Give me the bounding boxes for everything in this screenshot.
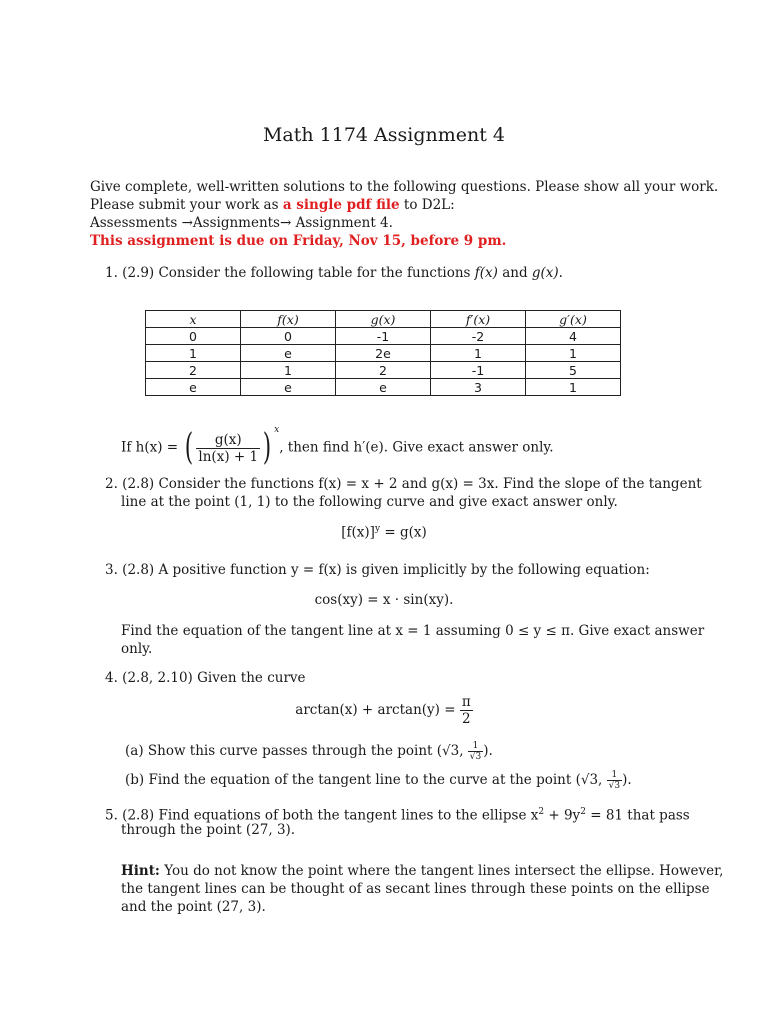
q2-eq-exp: y	[374, 524, 381, 534]
q4-part-a	[125, 740, 493, 764]
q4-b-end: ).	[622, 772, 632, 788]
table-row	[146, 362, 621, 379]
table-cell: 1	[146, 345, 241, 362]
q4-a-end: ).	[483, 743, 493, 759]
q4-a-fraction	[468, 741, 483, 762]
table-cell: 1	[526, 345, 621, 362]
q5-line-1-pre: 5. (2.8) Find equations of both the tangent lines to the ellipse x	[105, 807, 539, 824]
q4-a-num: 1	[468, 741, 483, 752]
intro-line-1: Give complete, well-written solutions to the following questions. Please show all your work.	[90, 179, 719, 195]
q1-fx: f(x)	[474, 265, 498, 281]
table-cell: 1	[241, 362, 336, 379]
table-row	[146, 328, 621, 345]
submission-path: Assessments →Assignments→ Assignment 4.	[90, 215, 393, 231]
table-cell: 0	[146, 328, 241, 345]
q4-line-1: 4. (2.8, 2.10) Given the curve	[105, 670, 306, 686]
q1-exponent: x	[274, 425, 280, 435]
q1-frac-num: g(x)	[196, 432, 260, 449]
function-values-table	[145, 310, 621, 396]
right-paren: )	[262, 427, 272, 468]
q2-equation	[0, 524, 768, 541]
table-cell: e	[241, 379, 336, 396]
table-cell: 2	[146, 362, 241, 379]
table-cell: 1	[526, 379, 621, 396]
table-row	[146, 345, 621, 362]
q4-eq-den: 2	[461, 711, 471, 727]
q1-h-definition	[121, 422, 554, 470]
q3-line-1: 3. (2.8) A positive function y = f(x) is given implicitly by the following equation:	[105, 562, 650, 578]
table-cell: -2	[431, 328, 526, 345]
left-paren: (	[185, 427, 194, 468]
table-cell: 4	[526, 328, 621, 345]
table-cell: 5	[526, 362, 621, 379]
q5-sq-2: 2	[580, 807, 586, 817]
table-cell: -1	[431, 362, 526, 379]
hint-text-1: You do not know the point where the tangent lines intersect the ellipse. However,	[159, 863, 724, 879]
q3-equation: cos(xy) = x · sin(xy).	[314, 592, 454, 608]
q4-equation	[0, 694, 768, 727]
q4-eq-num: π	[461, 694, 471, 710]
page-title: Math 1174 Assignment 4	[262, 124, 506, 146]
table-header: x	[146, 311, 241, 328]
q1-frac-den: ln(x) + 1	[198, 448, 259, 465]
q4-b-den: √3	[608, 781, 621, 791]
table-header-row	[146, 311, 621, 328]
table-header: f(x)	[241, 311, 336, 328]
q2-line-2: line at the point (1, 1) to the following curve and give exact answer only.	[121, 494, 618, 510]
q5-line-1-mid: + 9y	[544, 807, 581, 824]
table-header: g(x)	[336, 311, 431, 328]
q3-line-2: Find the equation of the tangent line at x = 1 assuming 0 ≤ y ≤ π. Give exact answer	[121, 623, 705, 639]
table-cell: e	[241, 345, 336, 362]
q5-hint-line-3: and the point (27, 3).	[121, 899, 266, 915]
q4-b-fraction	[607, 770, 622, 791]
q1-fraction	[196, 432, 260, 465]
table-cell: e	[336, 379, 431, 396]
q5-line-2: through the point (27, 3).	[121, 822, 296, 838]
q4-eq-fraction	[460, 694, 473, 727]
table-header: f′(x)	[431, 311, 526, 328]
table-cell: 3	[431, 379, 526, 396]
q1-suffix: .	[558, 265, 563, 281]
q1-gx: g(x)	[531, 265, 559, 281]
q2-line-1: 2. (2.8) Consider the functions f(x) = x + 2 and g(x) = 3x. Find the slope of the tangent	[105, 476, 702, 492]
q1-then-text: , then find h′(e). Give exact answer only.	[279, 439, 554, 456]
q2-eq-base: [f(x)]	[341, 524, 375, 541]
q4-a-text: (a) Show this curve passes through the point (√3,	[125, 743, 464, 759]
q4-b-num: 1	[607, 770, 622, 781]
table-cell: e	[146, 379, 241, 396]
q4-a-den: √3	[469, 752, 482, 762]
q4-eq-left: arctan(x) + arctan(y) =	[295, 702, 456, 718]
intro-line-2	[90, 196, 455, 214]
table-row	[146, 379, 621, 396]
q4-part-b	[125, 769, 632, 793]
intro-line-2-post: to D2L:	[399, 197, 455, 213]
q4-b-text: (b) Find the equation of the tangent line to the curve at the point (√3,	[125, 772, 603, 788]
table-cell: 1	[431, 345, 526, 362]
table-cell: 2e	[336, 345, 431, 362]
intro-line-2-pre: Please submit your work as	[90, 197, 283, 213]
q1-text	[105, 264, 563, 282]
pdf-requirement: a single pdf file	[282, 197, 400, 213]
q1-if-text: If h(x) =	[121, 439, 179, 456]
q1-mid: and	[497, 265, 532, 281]
q2-eq-rest: = g(x)	[380, 524, 427, 541]
q3-line-3: only.	[121, 641, 153, 657]
q5-hint-line-2: the tangent lines can be thought of as secant lines through these points on the ellipse	[121, 881, 710, 897]
table-cell: -1	[336, 328, 431, 345]
q5-sq-1: 2	[538, 807, 545, 817]
hint-label: Hint:	[121, 863, 160, 879]
table-header: g′(x)	[526, 311, 621, 328]
q5-line-1-post: = 81 that pass	[585, 807, 690, 824]
due-date: This assignment is due on Friday, Nov 15, before 9 pm.	[90, 233, 507, 249]
q5-hint-line-1	[121, 862, 723, 880]
q1-prefix: 1. (2.9) Consider the following table for the functions	[105, 265, 475, 281]
table-cell: 0	[241, 328, 336, 345]
table-cell: 2	[336, 362, 431, 379]
